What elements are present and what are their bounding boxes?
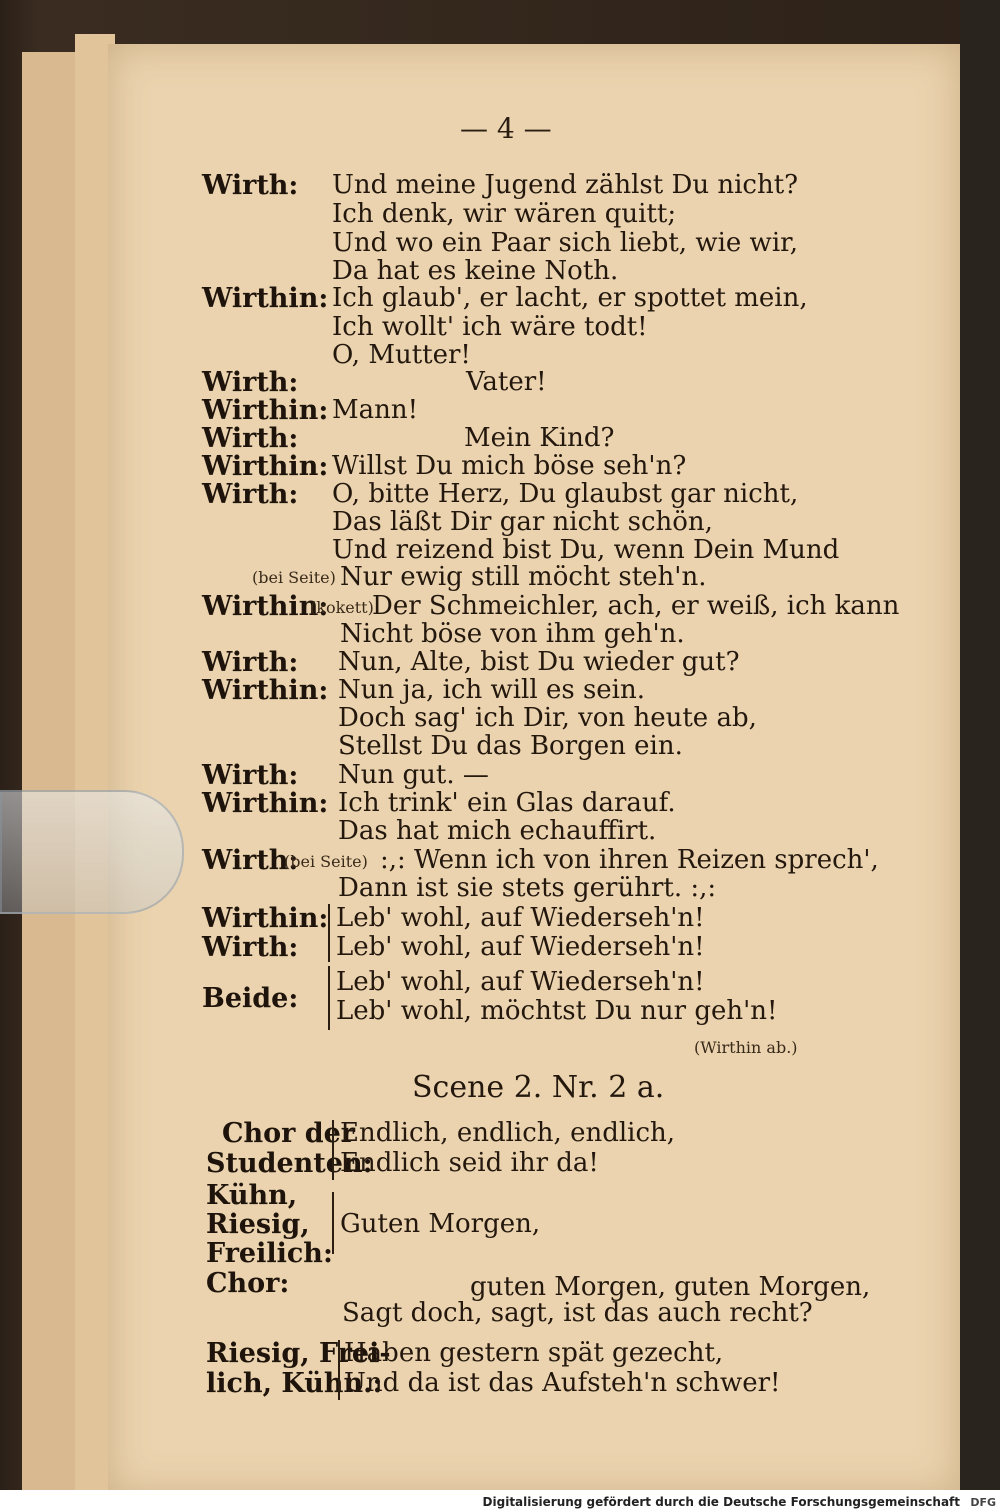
speaker-label: Wirthin: [202, 451, 329, 482]
speaker-label: Beide: [202, 983, 299, 1014]
verse-line: Ich glaub', er lacht, er spottet mein, [332, 283, 808, 313]
verse-line: Nur ewig still möcht steh'n. [340, 562, 707, 592]
stage-direction: (kokett) [310, 598, 374, 617]
verse-line: :,: Wenn ich von ihren Reizen sprech', [380, 845, 879, 875]
speaker-label: Wirthin: [202, 283, 329, 314]
footer-credit: Digitalisierung gefördert durch die Deutsche Forschungsgemeinschaft [482, 1495, 960, 1509]
verse-line: Da hat es keine Noth. [332, 256, 619, 286]
verse-line: Ich denk, wir wären quitt; [332, 199, 677, 229]
speaker-label: lich, Kühn.: [206, 1368, 383, 1399]
speaker-label: Wirthin: [202, 395, 329, 426]
speaker-label: Wirthin: [202, 591, 329, 622]
dfg-logo-icon: DFG [970, 1496, 996, 1509]
speaker-label: Chor: [206, 1268, 290, 1299]
speaker-label: Wirthin: [202, 903, 329, 934]
footer-bar [0, 1490, 1000, 1512]
verse-line: Guten Morgen, [340, 1209, 541, 1239]
page-clip [0, 790, 184, 914]
speaker-label: Riesig, [206, 1209, 310, 1240]
verse-line: Haben gestern spät gezecht, [344, 1338, 724, 1368]
scene-heading: Scene 2. Nr. 2 a. [412, 1070, 665, 1105]
brace [332, 1120, 334, 1180]
verse-line: Vater! [466, 367, 547, 397]
verse-line: Das hat mich echauffirt. [338, 816, 657, 846]
stage-direction: (Wirthin ab.) [694, 1038, 798, 1057]
verse-line: Nicht böse von ihm geh'n. [340, 619, 685, 649]
verse-line: Endlich seid ihr da! [340, 1148, 599, 1178]
speaker-label: Riesig, Frei- [206, 1338, 391, 1369]
verse-line: Nun gut. — [338, 760, 489, 790]
speaker-label: Chor der [222, 1118, 356, 1149]
speaker-label: Studenten: [206, 1148, 373, 1179]
verse-line: Leb' wohl, auf Wiederseh'n! [336, 903, 705, 933]
speaker-label: Wirth: [202, 647, 299, 678]
verse-line: Und da ist das Aufsteh'n schwer! [344, 1368, 781, 1398]
speaker-label: Wirth: [202, 423, 299, 454]
speaker-label: Wirth: [202, 760, 299, 791]
speaker-label: Wirthin: [202, 788, 329, 819]
verse-line: Der Schmeichler, ach, er weiß, ich kann [372, 591, 900, 621]
verse-line: Leb' wohl, auf Wiederseh'n! [336, 932, 705, 962]
verse-line: Ich wollt' ich wäre todt! [332, 312, 648, 342]
brace [328, 966, 330, 1030]
verse-line: Nun ja, ich will es sein. [338, 675, 645, 705]
speaker-label: Freilich: [206, 1238, 333, 1269]
verse-line: O, bitte Herz, Du glaubst gar nicht, [332, 479, 799, 509]
verse-line: Sagt doch, sagt, ist das auch recht? [342, 1298, 813, 1328]
speaker-label: Wirth: [202, 932, 299, 963]
stage-direction: (bei Seite) [252, 568, 336, 587]
verse-line: Willst Du mich böse seh'n? [332, 451, 687, 481]
page-number: — 4 — [460, 112, 552, 145]
verse-line: Doch sag' ich Dir, von heute ab, [338, 703, 757, 733]
verse-line: Dann ist sie stets gerührt. :,: [338, 873, 717, 903]
verse-line: O, Mutter! [332, 340, 471, 370]
verse-line: Nun, Alte, bist Du wieder gut? [338, 647, 740, 677]
speaker-label: Wirth: [202, 479, 299, 510]
brace [328, 904, 330, 962]
speaker-label: Wirth: [202, 367, 299, 398]
stage-direction: (bei Seite) [284, 852, 368, 871]
scan-edge [960, 0, 1000, 1512]
verse-line: Und meine Jugend zählst Du nicht? [332, 170, 799, 200]
verse-line: Mann! [332, 395, 419, 425]
speaker-label: Kühn, [206, 1180, 298, 1211]
verse-line: Stellst Du das Borgen ein. [338, 731, 683, 761]
speaker-label: Wirth: [202, 845, 299, 876]
verse-line: guten Morgen, guten Morgen, [470, 1272, 871, 1302]
verse-line: Und reizend bist Du, wenn Dein Mund [332, 535, 840, 565]
speaker-label: Wirth: [202, 170, 299, 201]
verse-line: Und wo ein Paar sich liebt, wie wir, [332, 228, 798, 258]
verse-line: Das läßt Dir gar nicht schön, [332, 507, 713, 537]
speaker-label: Wirthin: [202, 675, 329, 706]
verse-line: Endlich, endlich, endlich, [340, 1118, 676, 1148]
verse-line: Leb' wohl, auf Wiederseh'n! [336, 967, 705, 997]
brace [332, 1192, 334, 1254]
verse-line: Mein Kind? [464, 423, 615, 453]
brace [338, 1340, 340, 1400]
verse-line: Leb' wohl, möchtst Du nur geh'n! [336, 996, 778, 1026]
verse-line: Ich trink' ein Glas darauf. [338, 788, 676, 818]
